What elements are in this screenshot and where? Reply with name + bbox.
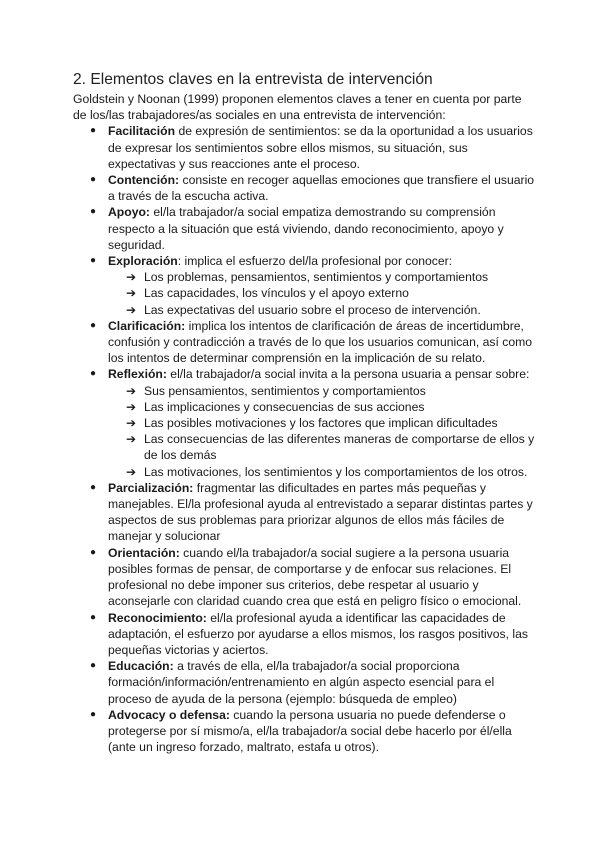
item-text: de expresión de sentimientos: se da la oportunidad a los usuarios de expresar los sentimientos sobre ellos mismos, su situación, sus expectativas y sus reacciones ante el proceso.	[108, 124, 533, 171]
sub-list-item	[108, 302, 535, 318]
section-heading: 2. Elementos claves en la entrevista de intervención	[73, 71, 433, 88]
list-item-educacion	[73, 658, 535, 707]
bullet-icon: ●	[90, 319, 97, 331]
sub-list	[108, 269, 535, 318]
item-term: Apoyo:	[108, 205, 150, 220]
list-item-reconocimiento	[73, 610, 535, 659]
item-text: cuando el/la trabajador/a social sugiere a la persona usuaria posibles formas de pensar, de comportarse y de enfocar sus relaciones. El profesional no debe imponer sus criterios, debe respetar al usuario y aconsejarle con claridad cuando crea que está en peligro físico o emocional.	[108, 545, 522, 609]
arrow-right-icon: ➔	[126, 286, 137, 301]
item-text: : implica el esfuerzo del/la profesional por conocer:	[177, 254, 453, 269]
list-item-orientacion	[73, 545, 535, 610]
sub-list-item	[108, 383, 535, 399]
sub-list-item	[108, 464, 535, 480]
list-item-exploracion	[73, 253, 535, 318]
arrow-right-icon: ➔	[126, 383, 137, 398]
item-text: el/la trabajador/a social empatiza demostrando su comprensión respecto a la situación que está viviendo, dando reconocimiento, apoyo y seguridad.	[108, 205, 504, 252]
list-item-advocacy	[73, 707, 535, 756]
list-item-reflexion	[73, 366, 535, 479]
sub-item-text: Las capacidades, los vínculos y el apoyo externo	[144, 286, 409, 301]
bullet-icon: ●	[90, 206, 97, 218]
arrow-right-icon: ➔	[126, 464, 137, 479]
item-term: Reflexión:	[108, 367, 167, 382]
arrow-right-icon: ➔	[126, 416, 137, 431]
item-text: consiste en recoger aquellas emociones que transfiere el usuario a través de la escucha activa.	[108, 173, 535, 204]
sub-list-item	[108, 399, 535, 415]
sub-item-text: Los problemas, pensamientos, sentimientos y comportamientos	[144, 270, 489, 285]
item-text: fragmentar las dificultades en partes más pequeñas y manejables. El/la profesional ayuda al entrevistado a separar distintas partes y aspectos de sus problemas para priorizar algunos de ellos más fáciles de manejar y solucionar	[108, 480, 533, 544]
item-term: Advocacy o defensa:	[108, 707, 230, 722]
sub-item-text: Las implicaciones y consecuencias de sus acciones	[144, 399, 425, 414]
item-term: Orientación:	[108, 545, 180, 560]
sub-list-item	[108, 415, 535, 431]
item-term: Clarificación:	[108, 318, 186, 333]
bullet-icon: ●	[90, 481, 97, 493]
intro-paragraph: Goldstein y Noonan (1999) proponen elementos claves a tener en cuenta por parte de los/las trabajadores/as sociales en una entrevista de intervención:	[73, 92, 522, 123]
sub-item-text: Sus pensamientos, sentimientos y comportamientos	[144, 383, 426, 398]
document-content	[73, 70, 535, 755]
sub-list-item	[108, 269, 535, 285]
arrow-right-icon: ➔	[126, 302, 137, 317]
elements-list	[73, 123, 535, 755]
sub-item-text: Las posibles motivaciones y los factores que implican dificultades	[144, 416, 498, 431]
item-term: Exploración	[108, 254, 178, 269]
item-text: a través de ella, el/la trabajador/a social proporciona formación/información/entrenamiento en algún aspecto esencial para el proceso de ayuda de la persona (ejemplo: búsqueda de empleo)	[108, 659, 495, 706]
item-term: Parcialización:	[108, 480, 194, 495]
sub-item-text: Las consecuencias de las diferentes maneras de comportarse de ellos y de los demás	[144, 432, 535, 463]
sub-item-text: Las expectativas del usuario sobre el proceso de intervención.	[144, 302, 481, 317]
item-term: Educación:	[108, 659, 174, 674]
list-item-facilitacion	[73, 123, 535, 172]
bullet-icon: ●	[90, 660, 97, 672]
bullet-icon: ●	[90, 125, 97, 137]
list-item-apoyo	[73, 204, 535, 253]
item-text: implica los intentos de clarificación de áreas de incertidumbre, confusión y contradicción a través de lo que los usuarios comunican, así como los intentos de determinar comprensión en la implicación de su relato.	[108, 318, 533, 366]
sub-list	[108, 383, 535, 480]
arrow-right-icon: ➔	[126, 399, 137, 414]
sub-list-item	[108, 431, 535, 463]
list-item-contencion	[73, 172, 535, 204]
sub-item-text: Las motivaciones, los sentimientos y los comportamientos de los otros.	[144, 464, 528, 479]
bullet-icon: ●	[90, 255, 97, 267]
arrow-right-icon: ➔	[126, 270, 137, 285]
arrow-right-icon: ➔	[126, 432, 137, 447]
item-text: cuando la persona usuaria no puede defenderse o protegerse por sí mismo/a, el/la trabajador/a social debe hacerlo por él/ella (ante un ingreso forzado, maltrato, estafa u otros).	[108, 707, 512, 755]
bullet-icon: ●	[90, 174, 97, 186]
sub-list-item	[108, 285, 535, 301]
bullet-icon: ●	[90, 708, 97, 720]
item-term: Facilitación	[108, 124, 176, 139]
list-item-clarificacion	[73, 318, 535, 367]
item-text: el/la trabajador/a social invita a la persona usuaria a pensar sobre:	[166, 367, 530, 382]
item-text: el/la profesional ayuda a identificar las capacidades de adaptación, el esfuerzo por ayudarse a ellos mismos, los rasgos positivos, las pequeñas victorias y aciertos.	[108, 610, 528, 657]
bullet-icon: ●	[90, 368, 97, 380]
bullet-icon: ●	[90, 546, 97, 558]
bullet-icon: ●	[90, 611, 97, 623]
list-item-parcializacion	[73, 480, 535, 545]
item-term: Contención:	[108, 173, 180, 188]
item-term: Reconocimiento:	[108, 610, 207, 625]
